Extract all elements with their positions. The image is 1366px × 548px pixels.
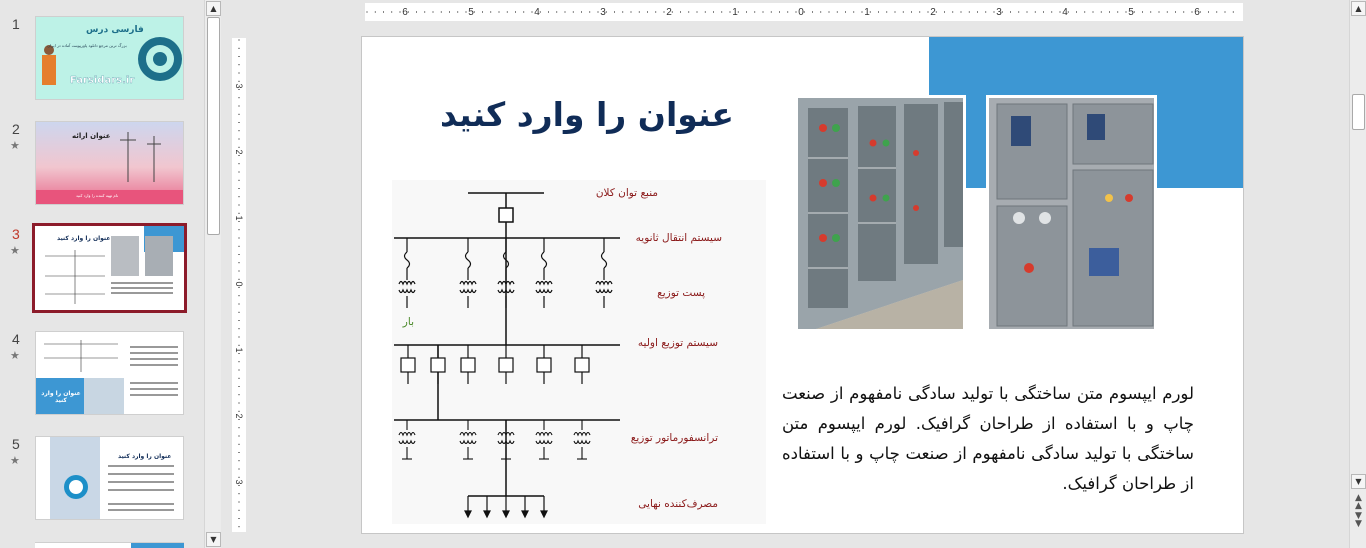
ruler-number: 1 bbox=[864, 7, 870, 18]
slide-scrollbar[interactable] bbox=[1349, 0, 1366, 548]
ruler-number: 5 bbox=[1128, 7, 1134, 18]
breaker-box-icon bbox=[537, 358, 551, 372]
scroll-up-icon[interactable]: ▲ bbox=[206, 1, 221, 16]
transformer-coil-icon bbox=[460, 290, 476, 293]
switchgear-photo-left[interactable] bbox=[795, 95, 966, 332]
label-transmission: سیستم انتقال ثانویه bbox=[635, 232, 722, 244]
transformer-coil-icon bbox=[399, 282, 415, 285]
scroll-down-icon[interactable]: ▼ bbox=[1351, 474, 1366, 489]
ruler-number: 2 bbox=[234, 413, 244, 419]
slide-number: 5 bbox=[12, 436, 20, 452]
slide-number: 2 bbox=[12, 121, 20, 137]
thumbnail-accent bbox=[131, 543, 184, 548]
transformer-coil-icon bbox=[536, 290, 552, 293]
transformer-coil-icon bbox=[596, 282, 612, 285]
transformer-coil-icon bbox=[399, 433, 415, 436]
thumbnail-site: Farsidars.ir bbox=[70, 75, 135, 86]
animation-star-icon: ★ bbox=[10, 139, 20, 152]
label-primary: سیستم توزیع اولیه bbox=[637, 337, 718, 349]
power-distribution-diagram[interactable] bbox=[392, 180, 766, 524]
switchgear-photo-right[interactable] bbox=[986, 95, 1157, 332]
switchgear-image bbox=[989, 98, 1157, 332]
scroll-down-icon[interactable]: ▼ bbox=[206, 532, 221, 547]
ruler-number: 1 bbox=[234, 215, 244, 221]
slide-thumbnail[interactable] bbox=[35, 16, 184, 100]
transformer-coil-icon bbox=[536, 282, 552, 285]
thumbnail-row-2[interactable] bbox=[0, 121, 205, 211]
ruler-number: 4 bbox=[534, 7, 540, 18]
previous-slide-icon[interactable]: ▲ ▲ bbox=[1355, 493, 1362, 511]
transformer-coil-icon bbox=[596, 290, 612, 293]
scrollbar-thumb[interactable] bbox=[1352, 94, 1365, 130]
ruler-number: 0 bbox=[234, 281, 244, 287]
scrollbar-thumb[interactable] bbox=[207, 17, 220, 235]
slide-body-text[interactable]: لورم ایپسوم متن ساختگی با تولید سادگی نامفهوم از صنعت چاپ و با استفاده از طراحان گرافیک. لورم ایپسوم متن ساختگی با تولید سادگی نامفهوم از صنعت چاپ و با استفاده از طراحان گرافیک. bbox=[782, 384, 1194, 493]
transformer-coil-icon bbox=[399, 290, 415, 293]
arrow-down-icon bbox=[465, 511, 471, 517]
arrow-down-icon bbox=[522, 511, 528, 517]
slide-number: 4 bbox=[12, 331, 20, 347]
transformer-coil-icon bbox=[460, 433, 476, 436]
thumbnail-row-1[interactable] bbox=[0, 16, 205, 106]
ruler-number: 3 bbox=[600, 7, 606, 18]
scroll-up-icon[interactable]: ▲ bbox=[1351, 1, 1366, 16]
ruler-number: 1 bbox=[732, 7, 738, 18]
breaker-box-icon bbox=[401, 358, 415, 372]
slide-thumbnail-partial[interactable] bbox=[35, 542, 184, 548]
animation-star-icon: ★ bbox=[10, 244, 20, 257]
arrow-down-icon bbox=[541, 511, 547, 517]
thumbnail-row-4[interactable] bbox=[0, 331, 205, 421]
ruler-number: 4 bbox=[1062, 7, 1068, 18]
ruler-ticks bbox=[232, 38, 246, 532]
thumbnail-title: عنوان را وارد کنید bbox=[118, 453, 172, 460]
ruler-number: 2 bbox=[234, 149, 244, 155]
transformer-coil-icon bbox=[460, 441, 476, 444]
thumbnail-title: عنوان ارائه bbox=[72, 132, 111, 140]
breaker-box-icon bbox=[431, 358, 445, 372]
ruler-ticks bbox=[365, 3, 1243, 21]
ruler-number: 6 bbox=[402, 7, 408, 18]
ruler-number: 1 bbox=[234, 347, 244, 353]
ruler-number: 3 bbox=[234, 83, 244, 89]
slide-number: 3 bbox=[12, 226, 20, 242]
breaker-box-icon bbox=[461, 358, 475, 372]
thumbnail-subtitle: بزرگ ترین مرجع دانلود پاورپوینت آماده در ایران bbox=[47, 43, 127, 48]
thumbnail-row-3[interactable] bbox=[0, 226, 205, 316]
horizontal-ruler[interactable] bbox=[365, 3, 1243, 21]
breaker-box-icon bbox=[575, 358, 589, 372]
transformer-coil-icon bbox=[574, 433, 590, 436]
ruler-number: 6 bbox=[1194, 7, 1200, 18]
ruler-number: 0 bbox=[798, 7, 804, 18]
switchgear-image bbox=[798, 98, 966, 332]
fuse-icon bbox=[466, 252, 471, 268]
transformer-coil-icon bbox=[536, 433, 552, 436]
ruler-number: 3 bbox=[996, 7, 1002, 18]
transformer-coil-icon bbox=[574, 441, 590, 444]
slide-thumbnail[interactable] bbox=[35, 121, 184, 205]
thumbnail-title: عنوان را وارد کنید bbox=[57, 235, 111, 242]
fuse-icon bbox=[602, 252, 607, 268]
animation-star-icon: ★ bbox=[10, 349, 20, 362]
fuse-icon bbox=[405, 252, 410, 268]
thumbnail-row-5[interactable] bbox=[0, 436, 205, 526]
thumbnail-brand: فارسی درس bbox=[86, 25, 144, 35]
slide-thumbnail[interactable] bbox=[35, 331, 184, 415]
label-load: بار bbox=[402, 316, 414, 328]
next-slide-icon[interactable]: ▼ ▼ bbox=[1355, 511, 1362, 529]
thumbnail-title: عنوان را وارد کنید bbox=[41, 390, 81, 404]
thumbnail-5-art bbox=[36, 437, 184, 520]
slide-number: 1 bbox=[12, 16, 20, 32]
arrow-down-icon bbox=[503, 511, 509, 517]
label-consumer: مصرف‌کننده نهایی bbox=[638, 498, 718, 510]
ruler-number: 3 bbox=[234, 479, 244, 485]
slide-thumbnail-selected[interactable] bbox=[32, 223, 187, 313]
single-line-diagram bbox=[392, 180, 766, 524]
breaker-box-icon bbox=[499, 358, 513, 372]
thumbnail-scrollbar[interactable] bbox=[204, 0, 221, 548]
slide-canvas[interactable] bbox=[362, 37, 1243, 533]
thumbnail-subtitle: نام تهیه کننده را وارد کنید bbox=[76, 193, 119, 198]
ruler-number: 5 bbox=[468, 7, 474, 18]
transformer-coil-icon bbox=[460, 282, 476, 285]
fuse-icon bbox=[542, 252, 547, 268]
slide-thumbnail[interactable] bbox=[35, 436, 184, 520]
label-source: منبع توان کلان bbox=[595, 187, 658, 199]
label-substation: پست توزیع bbox=[657, 287, 705, 299]
arrow-down-icon bbox=[484, 511, 490, 517]
transformer-coil-icon bbox=[536, 441, 552, 444]
animation-star-icon: ★ bbox=[10, 454, 20, 467]
transformer-coil-icon bbox=[399, 441, 415, 444]
ruler-number: 2 bbox=[666, 7, 672, 18]
vertical-ruler[interactable] bbox=[232, 38, 246, 532]
slide-title[interactable]: عنوان را وارد کنید bbox=[440, 95, 734, 134]
slide-thumbnail-pane bbox=[0, 0, 205, 548]
ruler-number: 2 bbox=[930, 7, 936, 18]
label-transformer: ترانسفورماتور توزیع bbox=[630, 432, 718, 444]
